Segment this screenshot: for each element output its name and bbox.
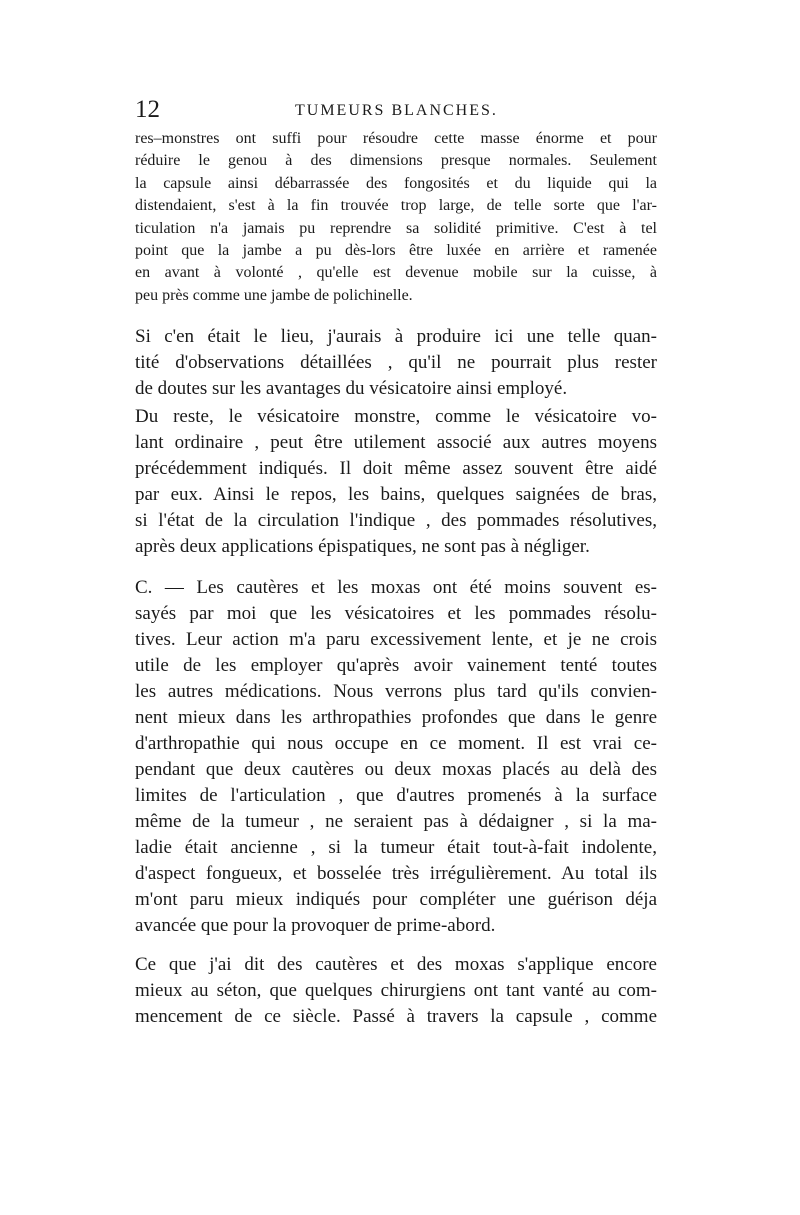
text-line: Du reste, le vésicatoire monstre, comme le vésicatoire vo- — [135, 406, 657, 427]
text-line: la capsule ainsi débarrassée des fongosités et du liquide qui la — [135, 174, 657, 192]
text-line: pendant que deux cautères ou deux moxas placés au delà des — [135, 759, 657, 780]
text-line: distendaient, s'est à la fin trouvée trop large, de telle sorte que l'ar- — [135, 197, 657, 215]
text-line: les autres médications. Nous verrons plus tard qu'ils convien- — [135, 681, 657, 702]
text-line: tives. Leur action m'a paru excessivement lente, et je ne crois — [135, 629, 657, 650]
text-line: après deux applications épispatiques, ne sont pas à négliger. — [135, 536, 590, 557]
text-line: utile de les employer qu'après avoir vainement tenté toutes — [135, 655, 657, 676]
paragraph-5 — [135, 952, 657, 1030]
text-line: d'arthropathie qui nous occupe en ce moment. Il est vrai ce- — [135, 733, 657, 754]
text-line: peu près comme une jambe de polichinelle. — [135, 286, 413, 304]
text-line: mencement de ce siècle. Passé à travers la capsule , comme — [135, 1006, 657, 1027]
page-number: 12 — [135, 96, 160, 123]
text-line: si l'état de la circulation l'indique , des pommades résolutives, — [135, 510, 657, 531]
text-line: m'ont paru mieux indiqués pour compléter une guérison déja — [135, 889, 657, 910]
text-line: en avant à volonté , qu'elle est devenue mobile sur la cuisse, à — [135, 264, 657, 282]
text-line: nent mieux dans les arthropathies profondes que dans le genre — [135, 707, 657, 728]
text-line: précédemment indiqués. Il doit même assez souvent être aidé — [135, 458, 657, 479]
text-line: res–monstres ont suffi pour résoudre cette masse énorme et pour — [135, 130, 657, 147]
text-line: ticulation n'a jamais pu reprendre sa solidité primitive. C'est à tel — [135, 219, 657, 237]
text-line: d'aspect fongueux, et bosselée très irrégulièrement. Au total ils — [135, 863, 657, 884]
paragraph-3 — [135, 404, 657, 560]
text-line: avancée que pour la provoquer de prime-abord. — [135, 915, 496, 936]
text-line: de doutes sur les avantages du vésicatoire ainsi employé. — [135, 378, 568, 399]
text-line: sayés par moi que les vésicatoires et les pommades résolu- — [135, 603, 657, 624]
text-line: point que la jambe a pu dès-lors être luxée en arrière et ramenée — [135, 241, 657, 259]
text-line: Ce que j'ai dit des cautères et des moxas s'applique encore — [135, 954, 657, 975]
paragraph-1 — [135, 128, 657, 307]
page-header — [135, 96, 665, 124]
text-line: lant ordinaire , peut être utilement associé aux autres moyens — [135, 432, 657, 453]
paragraph-2 — [135, 324, 657, 402]
text-line: ladie était ancienne , si la tumeur était tout-à-fait indolente, — [135, 837, 657, 858]
running-title: TUMEURS BLANCHES. — [295, 102, 498, 119]
text-line: par eux. Ainsi le repos, les bains, quelques saignées de bras, — [135, 484, 657, 505]
text-line: Si c'en était le lieu, j'aurais à produire ici une telle quan- — [135, 326, 657, 347]
text-line: C. — Les cautères et les moxas ont été moins souvent es- — [135, 577, 657, 598]
text-line: réduire le genou à des dimensions presque normales. Seulement — [135, 152, 657, 170]
text-line: tité d'observations détaillées , qu'il ne pourrait plus rester — [135, 352, 657, 373]
paragraph-4 — [135, 575, 657, 939]
text-line: mieux au séton, que quelques chirurgiens ont tant vanté au com- — [135, 980, 657, 1001]
text-line: même de la tumeur , ne seraient pas à dédaigner , si la ma- — [135, 811, 657, 832]
text-line: limites de l'articulation , que d'autres promenés à la surface — [135, 785, 657, 806]
